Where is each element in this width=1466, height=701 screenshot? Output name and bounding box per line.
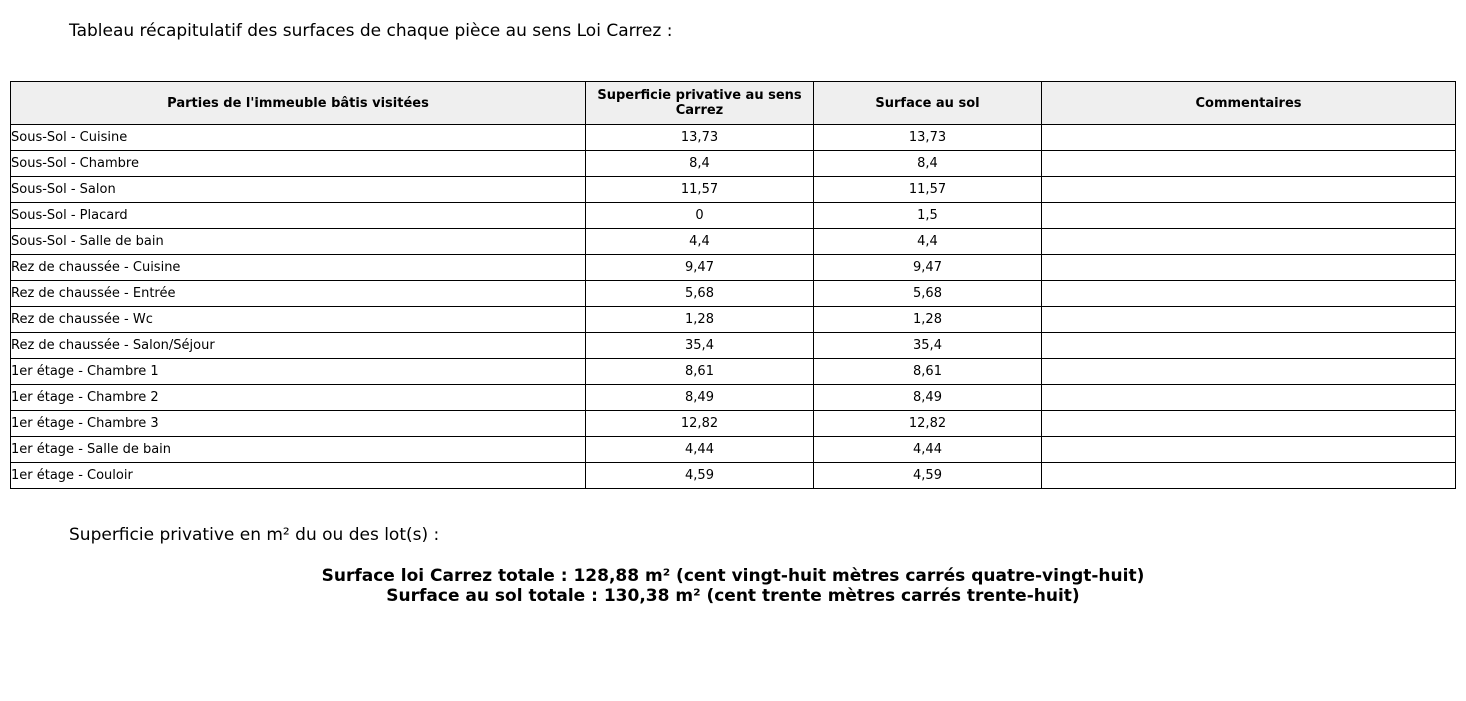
cell-surface-sol: 1,5 <box>814 203 1042 229</box>
cell-surface-sol: 8,4 <box>814 151 1042 177</box>
cell-piece: Sous-Sol - Cuisine <box>11 125 586 151</box>
cell-piece: Rez de chaussée - Salon/Séjour <box>11 333 586 359</box>
cell-superficie-carrez: 11,57 <box>586 177 814 203</box>
cell-superficie-carrez: 9,47 <box>586 255 814 281</box>
cell-superficie-carrez: 4,44 <box>586 437 814 463</box>
cell-surface-sol: 8,61 <box>814 359 1042 385</box>
header-surface-sol: Surface au sol <box>814 82 1042 125</box>
cell-piece: Sous-Sol - Salle de bain <box>11 229 586 255</box>
cell-superficie-carrez: 4,59 <box>586 463 814 489</box>
cell-commentaire <box>1042 151 1456 177</box>
cell-piece: 1er étage - Chambre 2 <box>11 385 586 411</box>
table-row <box>11 411 1456 437</box>
header-superficie-carrez: Superficie privative au sens Carrez <box>586 82 814 125</box>
table-row <box>11 125 1456 151</box>
cell-superficie-carrez: 35,4 <box>586 333 814 359</box>
cell-commentaire <box>1042 333 1456 359</box>
cell-commentaire <box>1042 359 1456 385</box>
table-row <box>11 281 1456 307</box>
cell-commentaire <box>1042 177 1456 203</box>
table-body <box>11 125 1456 489</box>
cell-piece: Rez de chaussée - Cuisine <box>11 255 586 281</box>
cell-commentaire <box>1042 385 1456 411</box>
cell-surface-sol: 8,49 <box>814 385 1042 411</box>
totals-block <box>0 566 1466 606</box>
cell-piece: Rez de chaussée - Entrée <box>11 281 586 307</box>
cell-superficie-carrez: 8,61 <box>586 359 814 385</box>
cell-surface-sol: 1,28 <box>814 307 1042 333</box>
cell-surface-sol: 4,59 <box>814 463 1042 489</box>
table-row <box>11 255 1456 281</box>
cell-surface-sol: 12,82 <box>814 411 1042 437</box>
cell-commentaire <box>1042 437 1456 463</box>
cell-commentaire <box>1042 229 1456 255</box>
cell-piece: Sous-Sol - Placard <box>11 203 586 229</box>
cell-surface-sol: 4,4 <box>814 229 1042 255</box>
cell-superficie-carrez: 8,49 <box>586 385 814 411</box>
cell-surface-sol: 9,47 <box>814 255 1042 281</box>
superficie-subtitle: Superficie privative en m² du ou des lot(s) : <box>69 525 440 545</box>
cell-surface-sol: 4,44 <box>814 437 1042 463</box>
cell-surface-sol: 13,73 <box>814 125 1042 151</box>
table-row <box>11 177 1456 203</box>
cell-piece: 1er étage - Salle de bain <box>11 437 586 463</box>
cell-superficie-carrez: 1,28 <box>586 307 814 333</box>
table-row <box>11 203 1456 229</box>
cell-commentaire <box>1042 411 1456 437</box>
cell-commentaire <box>1042 463 1456 489</box>
table-header-row <box>11 82 1456 125</box>
cell-piece: Sous-Sol - Chambre <box>11 151 586 177</box>
cell-superficie-carrez: 13,73 <box>586 125 814 151</box>
surfaces-table <box>10 81 1456 489</box>
cell-commentaire <box>1042 125 1456 151</box>
table-row <box>11 307 1456 333</box>
cell-superficie-carrez: 0 <box>586 203 814 229</box>
table-row <box>11 229 1456 255</box>
table-row <box>11 385 1456 411</box>
cell-piece: 1er étage - Chambre 1 <box>11 359 586 385</box>
header-parties: Parties de l'immeuble bâtis visitées <box>11 82 586 125</box>
cell-surface-sol: 35,4 <box>814 333 1042 359</box>
cell-commentaire <box>1042 203 1456 229</box>
intro-text: Tableau récapitulatif des surfaces de chaque pièce au sens Loi Carrez : <box>69 21 673 41</box>
cell-superficie-carrez: 4,4 <box>586 229 814 255</box>
table-row <box>11 437 1456 463</box>
cell-commentaire <box>1042 255 1456 281</box>
cell-piece: Rez de chaussée - Wc <box>11 307 586 333</box>
total-carrez: Surface loi Carrez totale : 128,88 m² (cent vingt-huit mètres carrés quatre-vingt-huit) <box>321 566 1145 586</box>
cell-piece: Sous-Sol - Salon <box>11 177 586 203</box>
cell-surface-sol: 11,57 <box>814 177 1042 203</box>
total-sol: Surface au sol totale : 130,38 m² (cent trente mètres carrés trente-huit) <box>386 586 1080 606</box>
table-row <box>11 151 1456 177</box>
cell-surface-sol: 5,68 <box>814 281 1042 307</box>
cell-commentaire <box>1042 281 1456 307</box>
cell-superficie-carrez: 5,68 <box>586 281 814 307</box>
cell-commentaire <box>1042 307 1456 333</box>
table-row <box>11 333 1456 359</box>
header-commentaires: Commentaires <box>1042 82 1456 125</box>
table-row <box>11 359 1456 385</box>
cell-superficie-carrez: 12,82 <box>586 411 814 437</box>
cell-superficie-carrez: 8,4 <box>586 151 814 177</box>
cell-piece: 1er étage - Chambre 3 <box>11 411 586 437</box>
cell-piece: 1er étage - Couloir <box>11 463 586 489</box>
table-row <box>11 463 1456 489</box>
